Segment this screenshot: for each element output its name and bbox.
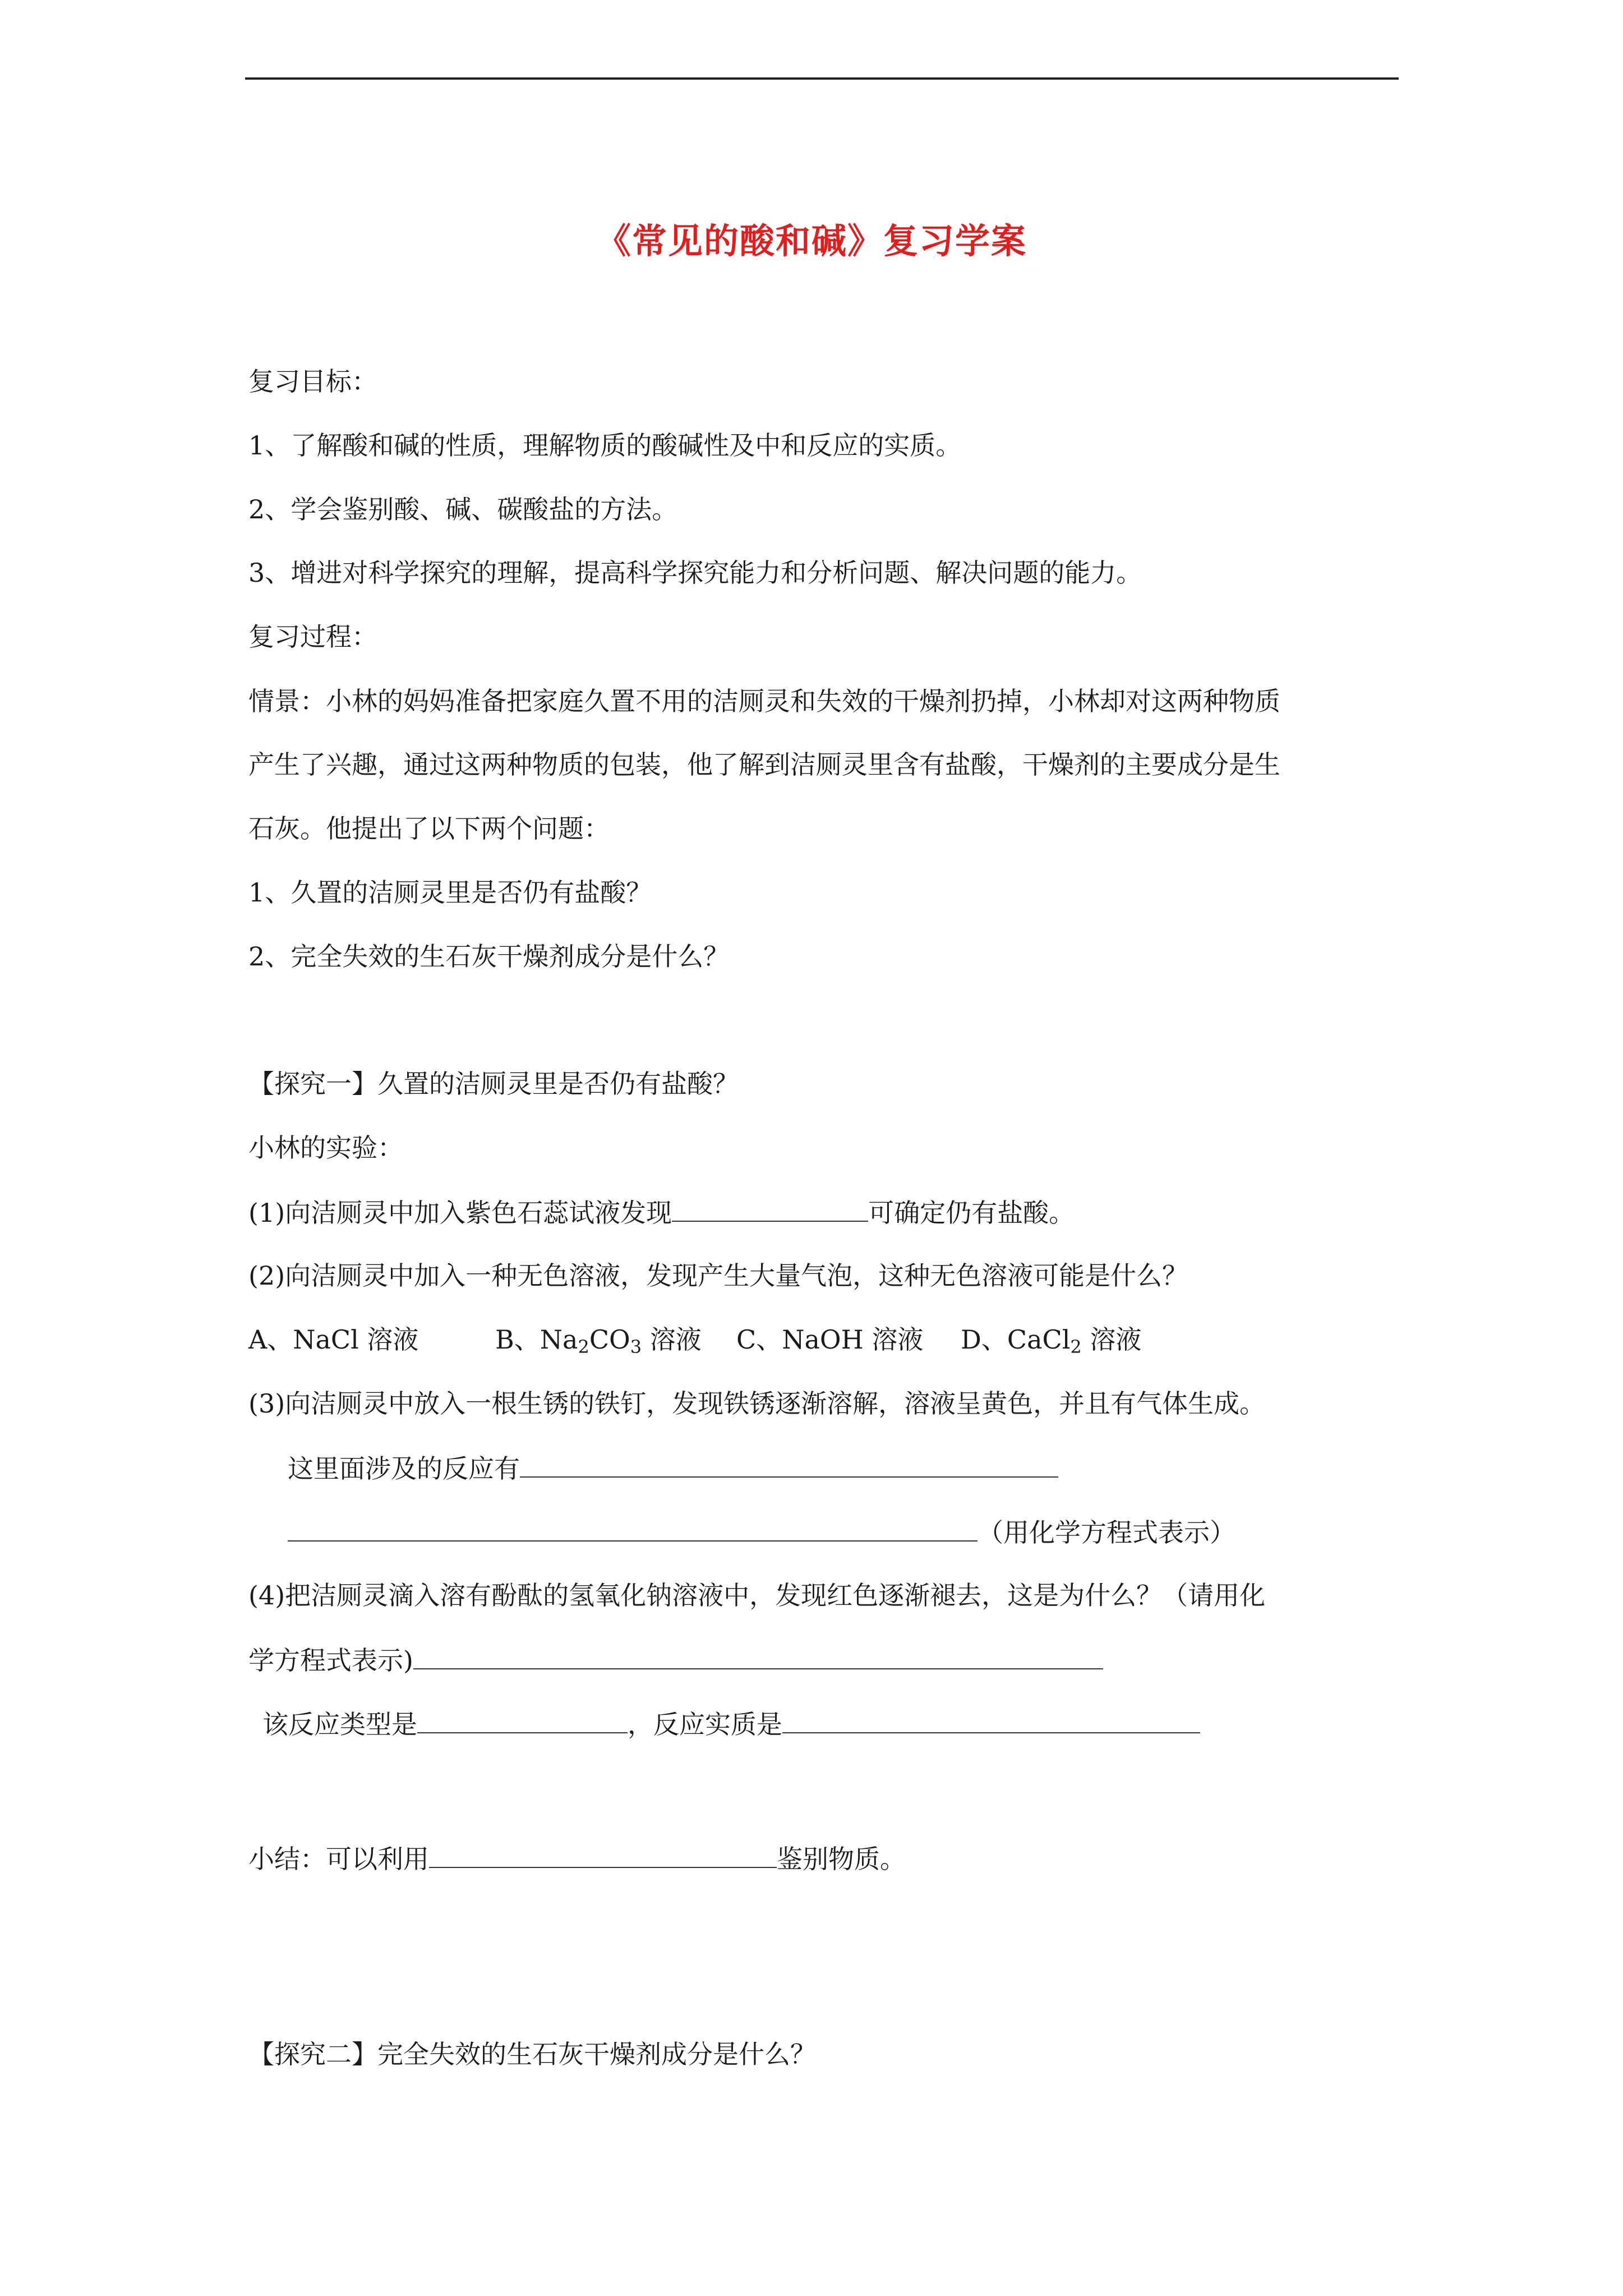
q3-note: （用化学方程式表示） (978, 1517, 1235, 1548)
header-rule (245, 77, 1399, 80)
question-2: 2、完全失效的生石灰干燥剂成分是什么？ (248, 941, 730, 972)
inquiry1-q3-reaction (288, 1451, 1058, 1485)
goal-item-2: 2、学会鉴别酸、碱、碳酸盐的方法。 (248, 494, 678, 524)
inquiry1-q3: (3)向洁厕灵中放入一根生锈的铁钉，发现铁锈逐渐溶解，溶液呈黄色，并且有气体生成。 (248, 1388, 1266, 1419)
page-title: 《常见的酸和碱》复习学案 (596, 220, 1027, 261)
option-d: D、CaCl$_2$ 溶液 (961, 1324, 1142, 1358)
scenario-line-3: 石灰。他提出了以下两个问题： (248, 813, 610, 844)
q1-text-after: 可确定仍有盐酸。 (868, 1198, 1075, 1228)
reaction-essence-label: ，反应实质是 (628, 1709, 782, 1740)
option-b: B、$Na_2CO_3$ 溶液 (495, 1324, 702, 1358)
q1-answer-blank[interactable] (672, 1195, 868, 1222)
inquiry1-q2-options (248, 1323, 1141, 1356)
reaction-type-blank[interactable] (417, 1706, 628, 1733)
reaction-type-label: 该反应类型是 (262, 1709, 417, 1740)
q3-equation-blank-2[interactable] (288, 1515, 978, 1542)
option-c: C、NaOH 溶液 (736, 1324, 924, 1355)
inquiry1-q4-type (262, 1706, 1200, 1741)
inquiry1-q2: (2)向洁厕灵中加入一种无色溶液，发现产生大量气泡，这种无色溶液可能是什么？ (248, 1260, 1188, 1291)
inquiry1-q3-equation (288, 1515, 1235, 1549)
inquiry1-heading: 【探究一】久置的洁厕灵里是否仍有盐酸？ (248, 1069, 739, 1099)
reaction-essence-blank[interactable] (782, 1706, 1200, 1733)
experiment-label: 小林的实验： (248, 1133, 403, 1163)
scenario-line-1: 情景：小林的妈妈准备把家庭久置不用的洁厕灵和失效的干燥剂扔掉，小林却对这两种物质 (248, 686, 1280, 716)
goals-heading: 复习目标： (248, 366, 377, 397)
inquiry1-q4-line2 (248, 1642, 1103, 1677)
q4-text: 学方程式表示) (248, 1645, 413, 1676)
inquiry2-heading: 【探究二】完全失效的生石灰干燥剂成分是什么？ (248, 2039, 816, 2069)
scenario-line-2: 产生了兴趣，通过这两种物质的包装，他了解到洁厕灵里含有盐酸，干燥剂的主要成分是生 (248, 749, 1280, 780)
q3-reaction-label: 这里面涉及的反应有 (288, 1453, 520, 1484)
goal-item-1: 1、了解酸和碱的性质，理解物质的酸碱性及中和反应的实质。 (248, 430, 962, 461)
question-1: 1、久置的洁厕灵里是否仍有盐酸？ (248, 877, 652, 908)
process-heading: 复习过程： (248, 622, 377, 652)
goal-item-3: 3、增进对科学探究的理解，提高科学探究能力和分析问题、解决问题的能力。 (248, 558, 1142, 588)
summary-blank[interactable] (429, 1841, 777, 1868)
inquiry1-q4-line1: (4)把洁厕灵滴入溶有酚酞的氢氧化钠溶液中，发现红色逐渐褪去，这是为什么？（请用化 (248, 1580, 1266, 1611)
summary-label: 小结：可以利用 (248, 1844, 429, 1874)
q1-text: (1)向洁厕灵中加入紫色石蕊试液发现 (248, 1198, 672, 1228)
q4-equation-blank[interactable] (413, 1642, 1103, 1669)
inquiry1-summary (248, 1841, 906, 1876)
q3-equation-blank-1[interactable] (520, 1451, 1058, 1478)
inquiry1-q1 (248, 1195, 1075, 1230)
summary-after: 鉴别物质。 (777, 1844, 906, 1874)
option-a: A、NaCl 溶液 (248, 1324, 419, 1355)
